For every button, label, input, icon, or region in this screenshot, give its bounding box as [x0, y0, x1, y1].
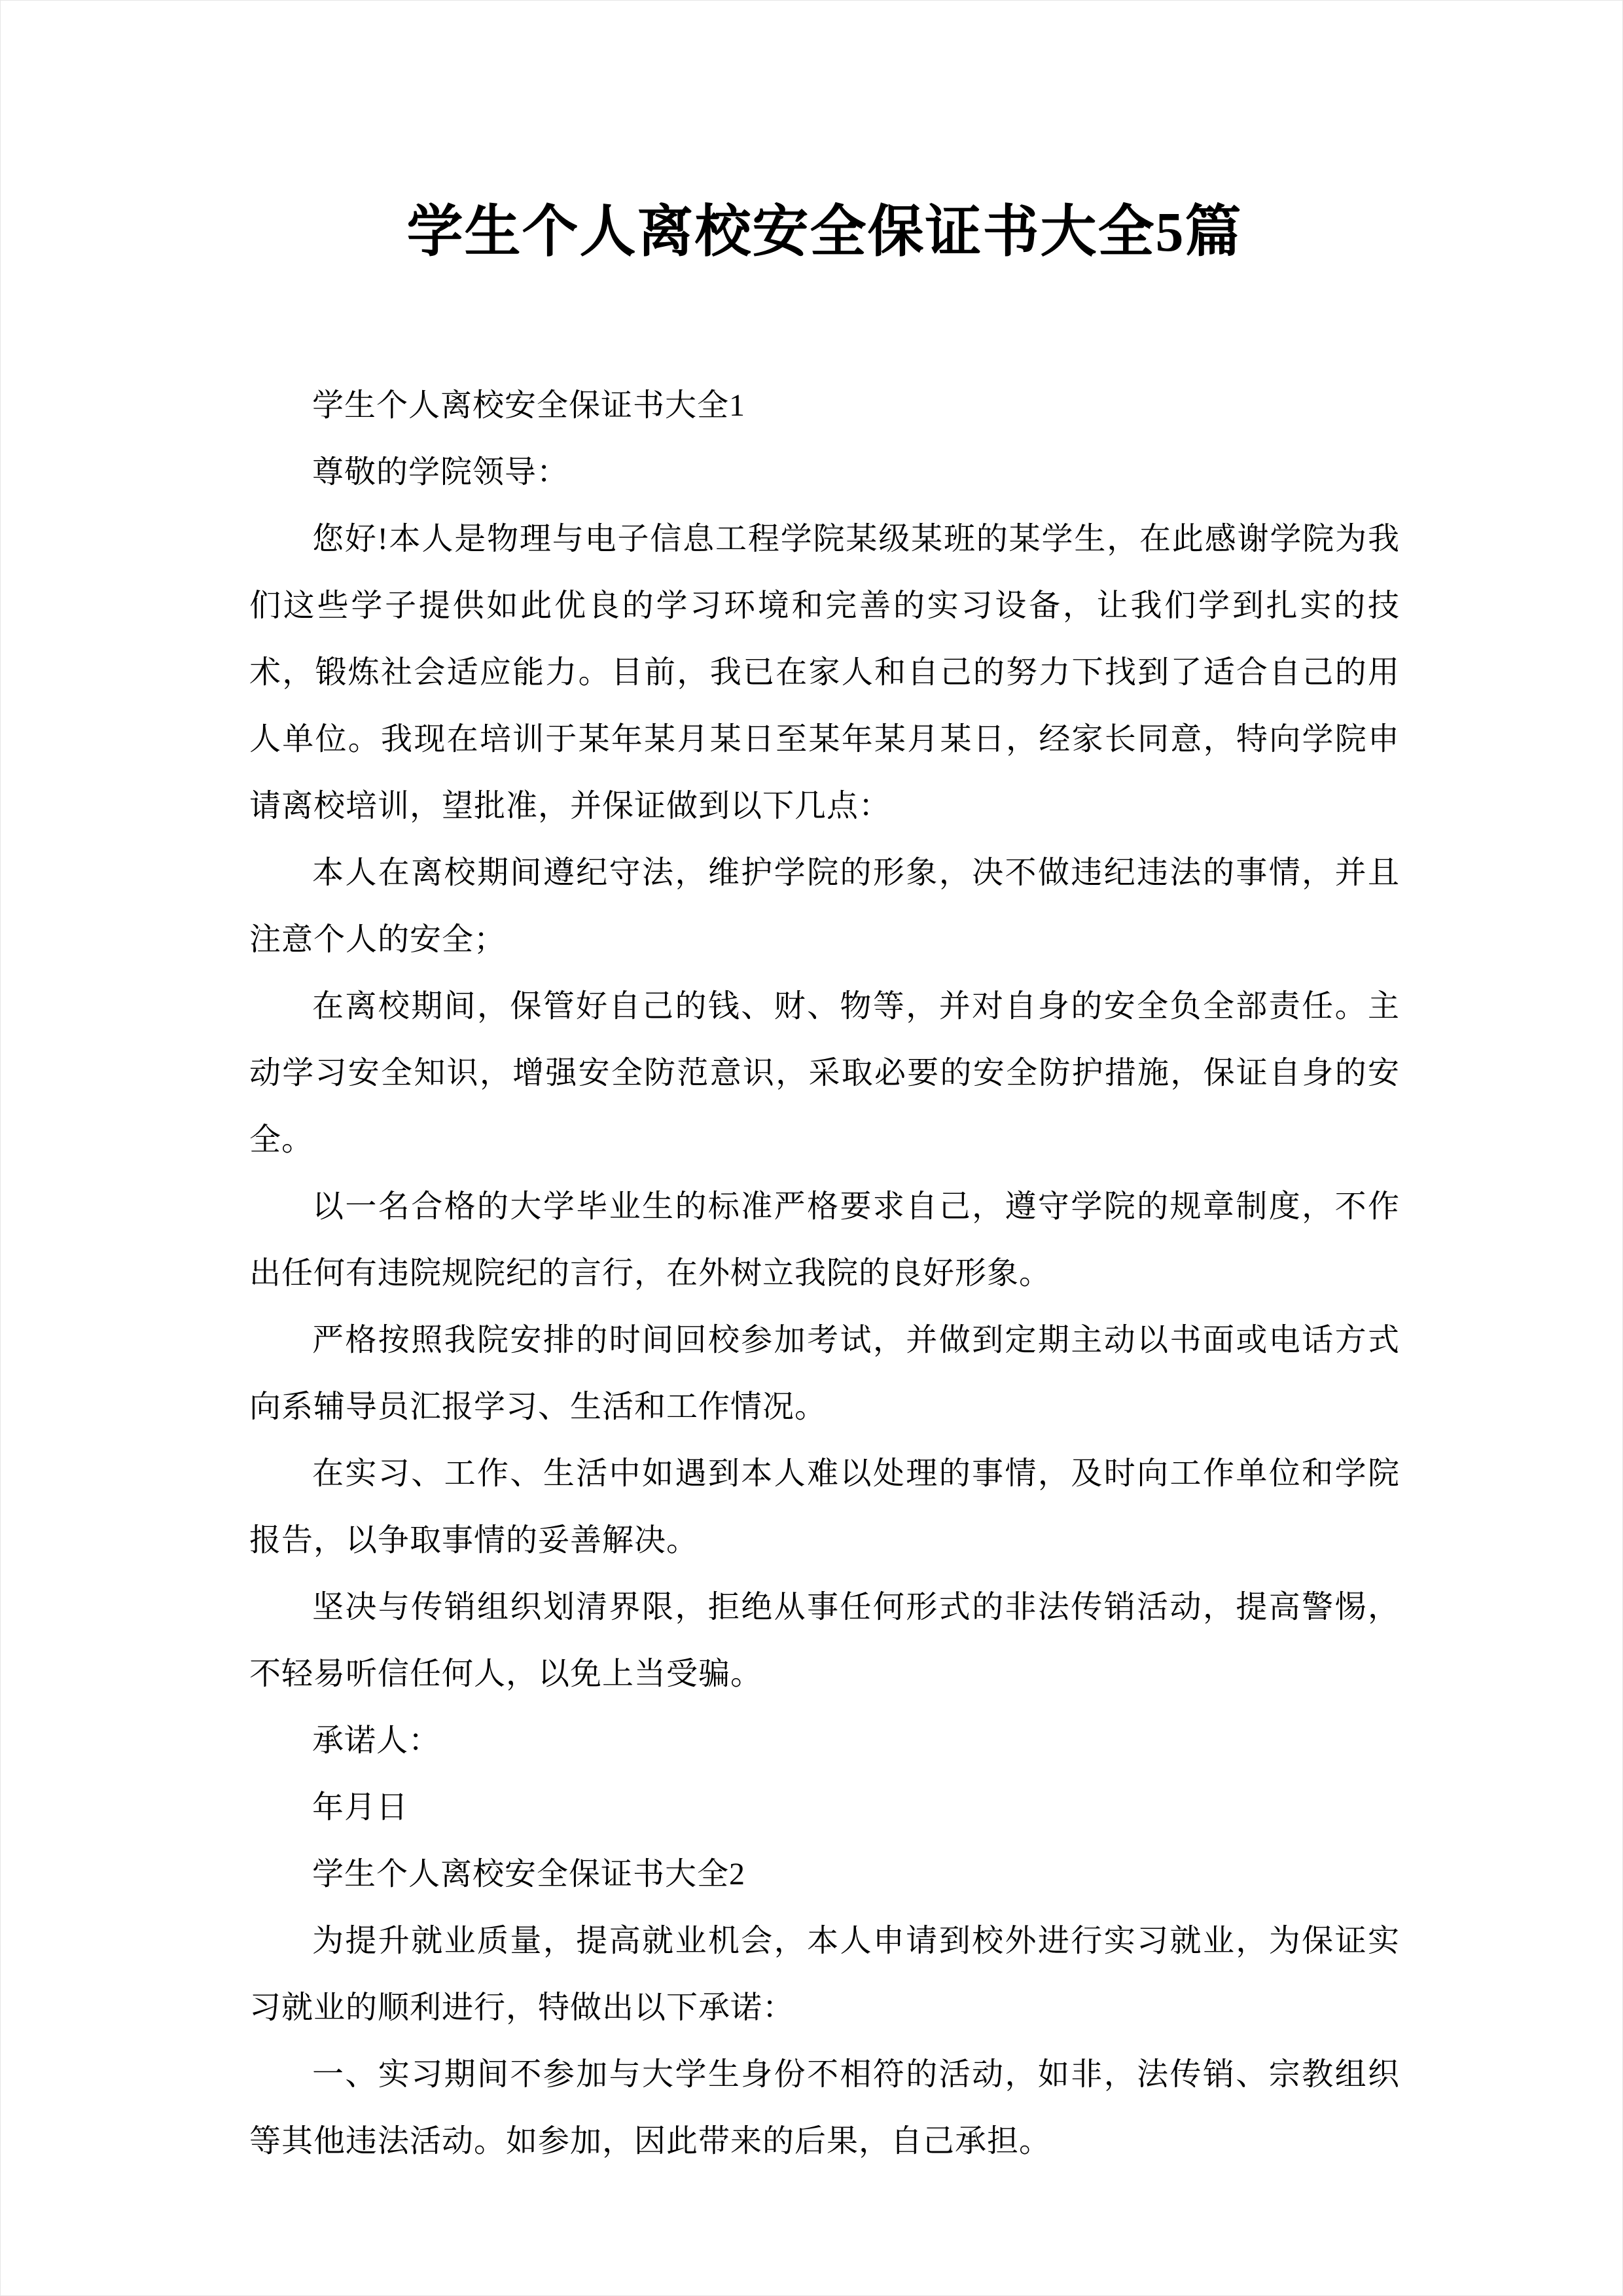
- paragraph: 一、实习期间不参加与大学生身份不相符的活动，如非，法传销、宗教组织等其他违法活动。如参加，因此带来的后果，自己承担。: [249, 2056, 1400, 2159]
- paragraph: 本人在离校期间遵纪守法，维护学院的形象，决不做违纪违法的事情，并且注意个人的安全；: [249, 855, 1400, 957]
- document-body: [249, 372, 1400, 2175]
- paragraph: 在离校期间，保管好自己的钱、财、物等，并对自身的安全负全部责任。主动学习安全知识，增强安全防范意识，采取必要的安全防护措施，保证自身的安全。: [249, 988, 1400, 1157]
- paragraph: 承诺人：: [312, 1723, 441, 1758]
- paragraph: 在实习、工作、生活中如遇到本人难以处理的事情，及时向工作单位和学院报告，以争取事情的妥善解决。: [249, 1456, 1400, 1558]
- paragraph: 学生个人离校安全保证书大全2: [312, 1856, 746, 1892]
- paragraph: 坚决与传销组织划清界限，拒绝从事任何形式的非法传销活动，提高警惕，不轻易听信任何人，以免上当受骗。: [249, 1589, 1400, 1691]
- document-title: 学生个人离校安全保证书大全5篇: [406, 200, 1243, 263]
- paragraph: 严格按照我院安排的时间回校参加考试，并做到定期主动以书面或电话方式向系辅导员汇报学习、生活和工作情况。: [249, 1322, 1400, 1424]
- paragraph: 您好!本人是物理与电子信息工程学院某级某班的某学生，在此感谢学院为我们这些学子提供如此优良的学习环境和完善的实习设备，让我们学到扎实的技术，锻炼社会适应能力。目前，我已在家人和自己的努力下找到了适合自己的用人单位。我现在培训于某年某月某日至某年某月某日，经家长同意，特向学院申请离校培训，望批准，并保证做到以下几点：: [249, 521, 1400, 823]
- paragraph: 尊敬的学院领导：: [312, 454, 569, 490]
- paragraph: 学生个人离校安全保证书大全1: [312, 387, 746, 423]
- paragraph: 为提升就业质量，提高就业机会，本人申请到校外进行实习就业，为保证实习就业的顺利进行，特做出以下承诺：: [249, 1923, 1400, 2025]
- paragraph: 年月日: [312, 1789, 409, 1825]
- paragraph: 以一名合格的大学毕业生的标准严格要求自己，遵守学院的规章制度，不作出任何有违院规院纪的言行，在外树立我院的良好形象。: [249, 1189, 1400, 1291]
